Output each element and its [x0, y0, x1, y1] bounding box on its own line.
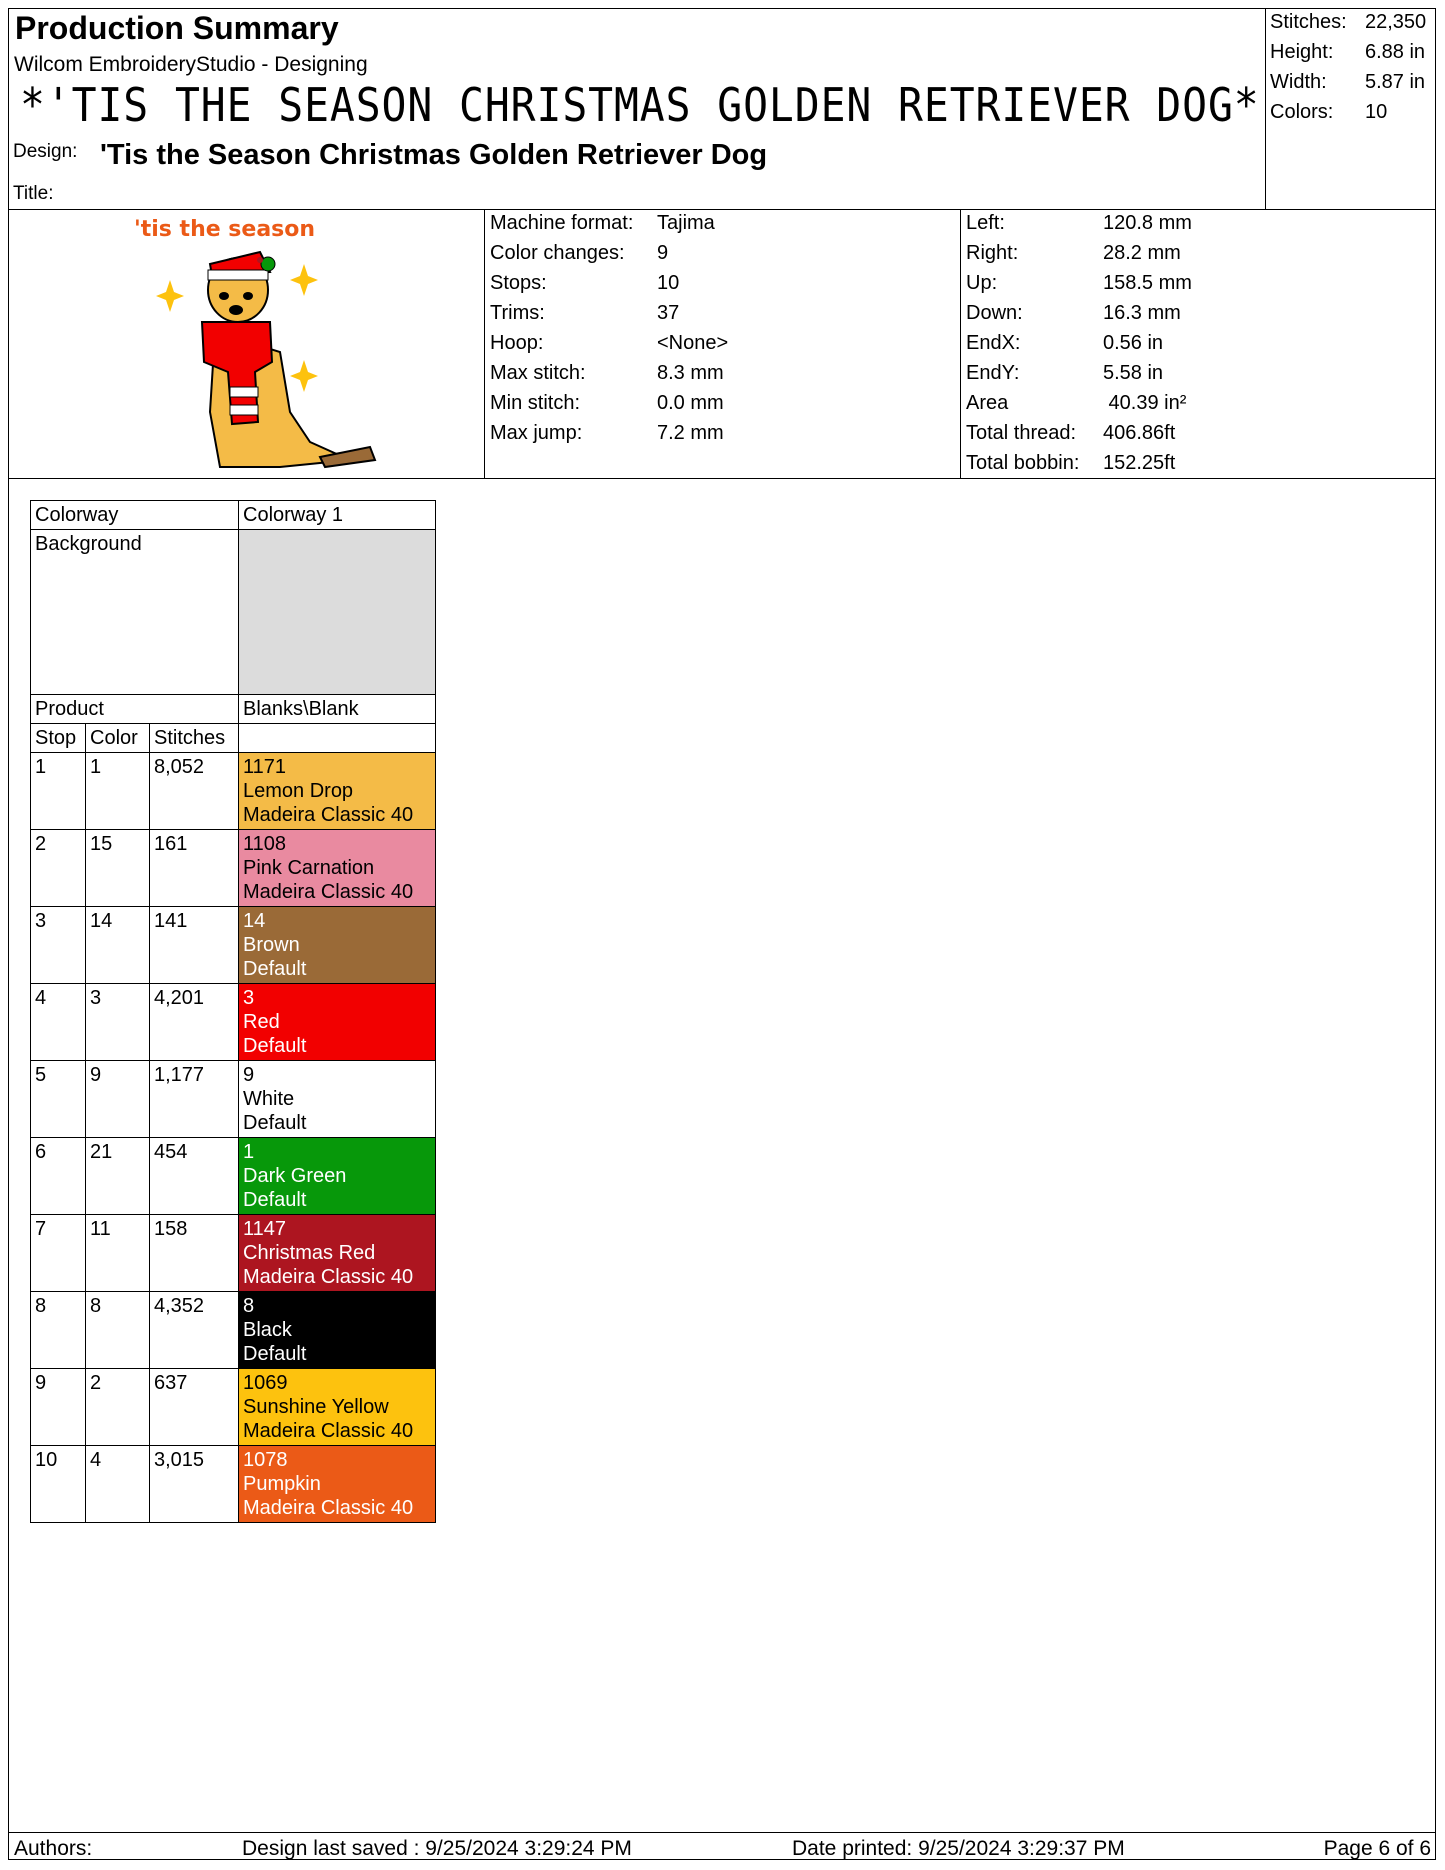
thread-row [31, 1061, 436, 1138]
extent-value: 120.8 mm [1103, 212, 1192, 234]
thread-swatch [239, 830, 436, 907]
extent-label: EndY: [966, 362, 1020, 384]
color-cell: 15 [86, 830, 150, 907]
thread-swatch [239, 984, 436, 1061]
thread-name: Red [243, 1011, 280, 1033]
holly-icon [261, 257, 275, 271]
report-title: Production Summary [15, 10, 339, 46]
product-label: Product [31, 695, 239, 724]
thread-swatch [239, 1215, 436, 1292]
thread-brand: Default [243, 1343, 307, 1365]
colorway-label: Colorway [31, 501, 239, 530]
colorway-table [30, 500, 436, 1523]
thread-swatch [239, 1292, 436, 1369]
extent-value: 406.86ft [1103, 422, 1176, 444]
extent-label: Total thread: [966, 422, 1077, 444]
thread-code: 1 [243, 1141, 255, 1163]
thread-swatch [239, 753, 436, 830]
sparkle-icon [156, 280, 184, 312]
footer-last-saved: Design last saved : 9/25/2024 3:29:24 PM [242, 1837, 632, 1860]
extent-label: Down: [966, 302, 1023, 324]
color-cell: 21 [86, 1138, 150, 1215]
thread-row [31, 1292, 436, 1369]
stitches-cell: 141 [150, 907, 239, 984]
color-cell: 2 [86, 1369, 150, 1446]
col-color-header: Color [86, 724, 150, 753]
stitches-cell: 637 [150, 1369, 239, 1446]
extent-label: Right: [966, 242, 1019, 264]
thread-brand: Default [243, 958, 307, 980]
extent-label: Total bobbin: [966, 452, 1080, 474]
design-name: 'Tis the Season Christmas Golden Retriever Dog [100, 139, 768, 171]
stitches-cell: 3,015 [150, 1446, 239, 1523]
stitches-cell: 161 [150, 830, 239, 907]
extent-value: 16.3 mm [1103, 302, 1181, 324]
thread-code: 14 [243, 910, 266, 932]
machine-value: 37 [657, 302, 680, 324]
machine-value: <None> [657, 332, 729, 354]
dog-embroidery-image [120, 212, 390, 477]
thread-brand: Default [243, 1035, 307, 1057]
summary-value: 22,350 [1365, 11, 1427, 33]
stitches-cell: 4,352 [150, 1292, 239, 1369]
sparkle-icon [290, 360, 318, 392]
extent-label: EndX: [966, 332, 1021, 354]
machine-label: Min stitch: [490, 392, 581, 414]
summary-label: Colors: [1270, 101, 1334, 123]
dog-eye [219, 292, 229, 300]
color-cell: 9 [86, 1061, 150, 1138]
stop-cell: 4 [31, 984, 86, 1061]
background-row [31, 530, 436, 695]
design-label: Design: [13, 141, 78, 162]
thread-brand: Madeira Classic 40 [243, 1266, 414, 1288]
stitches-cell: 454 [150, 1138, 239, 1215]
extent-value: 158.5 mm [1103, 272, 1192, 294]
thread-swatch [239, 907, 436, 984]
stop-cell: 8 [31, 1292, 86, 1369]
thread-code: 1069 [243, 1372, 288, 1394]
thread-brand: Madeira Classic 40 [243, 1420, 414, 1442]
hat-brim [208, 270, 268, 280]
thread-name: Christmas Red [243, 1242, 376, 1264]
thread-row [31, 830, 436, 907]
holly-berry [257, 257, 263, 263]
col-stitches-header: Stitches [150, 724, 239, 753]
color-cell: 3 [86, 984, 150, 1061]
extent-value: 5.58 in [1103, 362, 1164, 384]
thread-name: Sunshine Yellow [243, 1396, 389, 1418]
product-value: Blanks\Blank [239, 695, 436, 724]
machine-value: 9 [657, 242, 669, 264]
stop-cell: 10 [31, 1446, 86, 1523]
stitches-cell: 158 [150, 1215, 239, 1292]
thread-row [31, 1369, 436, 1446]
colorway-value: Colorway 1 [239, 501, 436, 530]
thread-swatch [239, 1369, 436, 1446]
thread-name: Brown [243, 934, 300, 956]
footer-page-number: Page 6 of 6 [1323, 1837, 1431, 1860]
thread-brand: Madeira Classic 40 [243, 804, 414, 826]
thread-name: Black [243, 1319, 292, 1341]
thread-code: 9 [243, 1064, 255, 1086]
dog-eye [243, 292, 253, 300]
summary-label: Width: [1270, 71, 1327, 93]
color-cell: 1 [86, 753, 150, 830]
summary-label: Height: [1270, 41, 1334, 63]
footer-authors: Authors: [14, 1837, 93, 1860]
thread-row [31, 1138, 436, 1215]
thread-code: 3 [243, 987, 255, 1009]
software-name: Wilcom EmbroideryStudio - Designing [14, 53, 368, 76]
summary-value: 6.88 in [1365, 41, 1426, 63]
color-cell: 8 [86, 1292, 150, 1369]
extent-value: 28.2 mm [1103, 242, 1181, 264]
extent-value: 152.25ft [1103, 452, 1176, 474]
info-divider-1 [484, 209, 485, 479]
background-label: Background [31, 530, 239, 695]
stop-cell: 6 [31, 1138, 86, 1215]
machine-label: Machine format: [490, 212, 634, 234]
summary-label: Stitches: [1270, 11, 1347, 33]
stop-cell: 9 [31, 1369, 86, 1446]
design-preview [120, 212, 390, 477]
col-thread-header [239, 724, 436, 753]
machine-label: Hoop: [490, 332, 544, 354]
summary-value: 5.87 in [1365, 71, 1426, 93]
thread-swatch [239, 1446, 436, 1523]
column-header-row [31, 724, 436, 753]
background-swatch [239, 530, 436, 695]
stitches-cell: 8,052 [150, 753, 239, 830]
extent-label: Up: [966, 272, 998, 294]
stitches-cell: 4,201 [150, 984, 239, 1061]
thread-row [31, 907, 436, 984]
machine-label: Max stitch: [490, 362, 586, 384]
scarf-stripe [230, 387, 258, 397]
thread-swatch [239, 1138, 436, 1215]
thread-swatch [239, 1061, 436, 1138]
stop-cell: 3 [31, 907, 86, 984]
thread-code: 8 [243, 1295, 255, 1317]
stop-cell: 7 [31, 1215, 86, 1292]
color-cell: 14 [86, 907, 150, 984]
extent-label: Left: [966, 212, 1005, 234]
footer-date-printed: Date printed: 9/25/2024 3:29:37 PM [792, 1837, 1125, 1860]
thread-code: 1108 [243, 833, 287, 855]
machine-value: Tajima [657, 212, 715, 234]
header-rule [8, 209, 1436, 210]
footer-rule [8, 1832, 1436, 1833]
machine-label: Color changes: [490, 242, 625, 264]
dog-nose [229, 305, 243, 315]
color-cell: 4 [86, 1446, 150, 1523]
extent-value: 40.39 in² [1103, 392, 1187, 414]
extent-value: 0.56 in [1103, 332, 1164, 354]
machine-value: 0.0 mm [657, 392, 724, 414]
stop-cell: 2 [31, 830, 86, 907]
machine-label: Max jump: [490, 422, 583, 444]
summary-value: 10 [1365, 101, 1388, 123]
thread-code: 1171 [243, 756, 287, 778]
thread-name: Lemon Drop [243, 780, 354, 802]
thread-row [31, 753, 436, 830]
thread-code: 1147 [243, 1218, 287, 1240]
thread-name: Pink Carnation [243, 857, 375, 879]
machine-label: Trims: [490, 302, 545, 324]
stop-cell: 5 [31, 1061, 86, 1138]
thread-name: Dark Green [243, 1165, 347, 1187]
thread-name: White [243, 1088, 295, 1110]
thread-row [31, 1446, 436, 1523]
info-rule [8, 478, 1436, 479]
product-row [31, 695, 436, 724]
thread-row [31, 1215, 436, 1292]
stitches-cell: 1,177 [150, 1061, 239, 1138]
thread-brand: Madeira Classic 40 [243, 1497, 414, 1519]
thread-brand: Madeira Classic 40 [243, 881, 414, 903]
sparkle-icon [290, 264, 318, 296]
thread-brand: Default [243, 1112, 307, 1134]
color-cell: 11 [86, 1215, 150, 1292]
thread-name: Pumpkin [243, 1473, 321, 1495]
scarf-stripe [230, 405, 258, 415]
col-stop-header: Stop [31, 724, 86, 753]
machine-value: 10 [657, 272, 680, 294]
machine-label: Stops: [490, 272, 547, 294]
thread-code: 1078 [243, 1449, 288, 1471]
title-label: Title: [13, 183, 54, 204]
stop-cell: 1 [31, 753, 86, 830]
preview-caption: 'tis the season [134, 217, 316, 242]
info-divider-2 [960, 209, 961, 479]
design-banner: *'TIS THE SEASON CHRISTMAS GOLDEN RETRIEVER DOG* [20, 78, 1260, 132]
machine-value: 7.2 mm [657, 422, 724, 444]
extent-label: Area [966, 392, 1009, 414]
machine-value: 8.3 mm [657, 362, 724, 384]
thread-brand: Default [243, 1189, 307, 1211]
thread-row [31, 984, 436, 1061]
header-divider [1265, 8, 1266, 210]
colorway-row [31, 501, 436, 530]
